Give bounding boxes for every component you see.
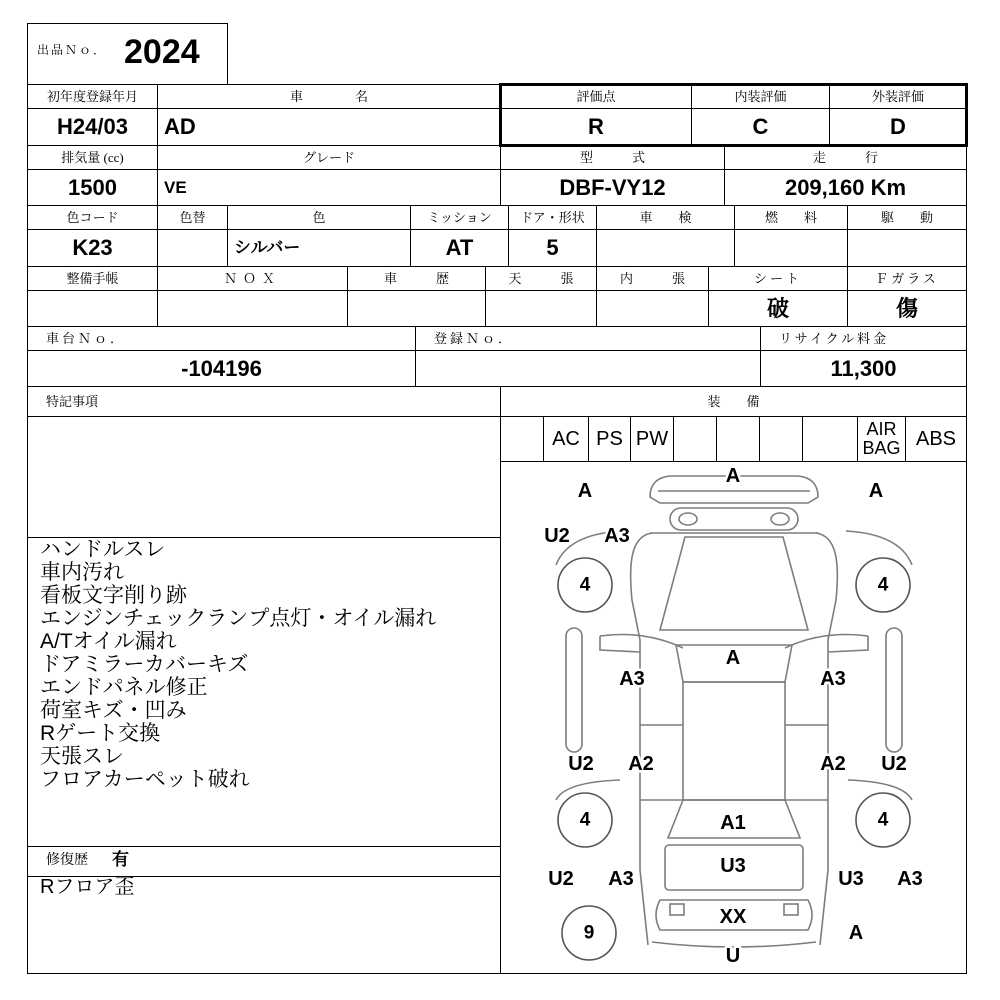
grade-value: VE <box>157 169 501 206</box>
note-item: 天張スレ <box>40 745 124 768</box>
recycle-fee-value: 11,300 <box>760 350 967 387</box>
headliner-label: 天 張 <box>485 266 597 291</box>
note-item: A/Tオイル漏れ <box>40 630 177 653</box>
transmission-label: ミッション <box>410 205 509 230</box>
equipment-cell-empty <box>500 416 544 462</box>
doors-label: ドア・形状 <box>508 205 597 230</box>
registration-no-value <box>415 350 761 387</box>
note-item: フロアカーペット破れ <box>40 768 250 791</box>
displacement-label: 排気量 (cc) <box>27 145 158 170</box>
model-code-value: DBF-VY12 <box>500 169 725 206</box>
equipment-cell-empty <box>802 416 858 462</box>
car-name-label: 車 名 <box>157 84 501 109</box>
note-item: エンジンチェックランプ点灯・オイル漏れ <box>40 607 437 630</box>
seat-label: シート <box>708 266 848 291</box>
note-item: ドアミラーカバーキズ <box>40 653 249 676</box>
mark-front-left: A <box>577 480 593 502</box>
score-label: 評価点 <box>500 84 692 109</box>
damage-diagram <box>501 462 966 973</box>
repair-history-label: 修復歴 <box>46 853 88 868</box>
mark-right-front-door: A3 <box>820 668 846 690</box>
nox-label: ＮＯＸ <box>157 266 348 291</box>
inspection-value <box>596 229 735 267</box>
mark-right-rear-quarter: A3 <box>897 868 923 890</box>
nox-value <box>157 290 348 327</box>
exterior-score-label: 外装評価 <box>829 84 967 109</box>
equipment-airbag: AIR BAG <box>857 416 906 462</box>
first-registration-value: H24/03 <box>27 108 158 146</box>
equipment-label: 装 備 <box>500 386 967 417</box>
equipment-ac: AC <box>543 416 589 462</box>
mark-left-rear-quarter: A3 <box>608 868 634 890</box>
color-change-label: 色替 <box>157 205 228 230</box>
chassis-no-label: 車台Ｎｏ． <box>27 326 416 351</box>
mileage-value: 209,160 Km <box>724 169 967 206</box>
mark-rear-bumper: XX <box>719 906 747 928</box>
mark-front-right: A <box>868 480 884 502</box>
wheel-front-right-mark: 4 <box>877 574 889 596</box>
front-glass-label: Ｆガラス <box>847 266 967 291</box>
seat-value: 破 <box>708 290 848 327</box>
interior-score-label: 内装評価 <box>691 84 830 109</box>
inspection-label: 車 検 <box>596 205 735 230</box>
interior-score-value: C <box>691 108 830 146</box>
front-glass-value: 傷 <box>847 290 967 327</box>
note-item: ハンドルスレ <box>40 538 166 561</box>
fuel-value <box>734 229 848 267</box>
service-book-value <box>27 290 158 327</box>
car-name-value: AD <box>157 108 501 146</box>
repair-divider-top <box>27 846 501 847</box>
color-change-value <box>157 229 228 267</box>
spare-tire-mark: 9 <box>583 922 595 944</box>
mark-right-rear-door: A2 <box>820 753 846 775</box>
exterior-score-value: D <box>829 108 967 146</box>
equipment-abs: ABS <box>905 416 967 462</box>
mark-left-front-fender: A3 <box>604 525 630 547</box>
service-book-label: 整備手帳 <box>27 266 158 291</box>
mileage-label: 走 行 <box>724 145 967 170</box>
history-label: 車 歴 <box>347 266 486 291</box>
color-label: 色 <box>227 205 411 230</box>
door-trim-value <box>596 290 709 327</box>
wheel-front-left-mark: 4 <box>579 574 591 596</box>
model-code-label: 型 式 <box>500 145 725 170</box>
mark-rear-skirt: U <box>725 945 741 967</box>
recycle-fee-label: リサイクル料金 <box>760 326 967 351</box>
fuel-label: 燃 料 <box>734 205 848 230</box>
mark-left-rear-quarter: U2 <box>548 868 574 890</box>
chassis-no-value: -104196 <box>27 350 416 387</box>
mark-cargo-floor: A1 <box>720 812 746 834</box>
mark-right-rear-quarter: U3 <box>838 868 864 890</box>
mark-rear-gate: U3 <box>720 855 746 877</box>
wheel-rear-right-mark: 4 <box>877 809 889 831</box>
note-item: 看板文字削り跡 <box>40 584 187 607</box>
equipment-cell-empty <box>716 416 760 462</box>
lot-number-label: 出品Ｎｏ． <box>37 43 108 57</box>
headliner-value <box>485 290 597 327</box>
repair-history-value: 有 <box>112 850 129 869</box>
grade-label: グレード <box>157 145 501 170</box>
wheel-rear-left-mark: 4 <box>579 809 591 831</box>
mark-roof: A <box>725 647 741 669</box>
drive-label: 駆 動 <box>847 205 967 230</box>
mark-left-front-door: A3 <box>619 668 645 690</box>
doors-value: 5 <box>508 229 597 267</box>
mark-rear-right: A <box>848 922 864 944</box>
mark-front-bumper: A <box>725 465 741 487</box>
equipment-cell-empty <box>673 416 717 462</box>
lot-number-box <box>27 23 228 85</box>
lot-number: 2024 <box>124 33 200 71</box>
mark-left-rear-door: A2 <box>628 753 654 775</box>
door-trim-label: 内 張 <box>596 266 709 291</box>
transmission-value: AT <box>410 229 509 267</box>
note-item: 車内汚れ <box>40 561 124 584</box>
notes-list <box>40 538 436 791</box>
score-value: R <box>500 108 692 146</box>
color-code-value: K23 <box>27 229 158 267</box>
color-code-label: 色コード <box>27 205 158 230</box>
repair-history-detail: Rフロア歪 <box>40 876 135 898</box>
drive-value <box>847 229 967 267</box>
displacement-value: 1500 <box>27 169 158 206</box>
first-registration-label: 初年度登録年月 <box>27 84 158 109</box>
color-value: シルバー <box>227 229 411 267</box>
mark-right-rear-door: U2 <box>881 753 907 775</box>
history-value <box>347 290 486 327</box>
note-item: Rゲート交換 <box>40 722 161 745</box>
registration-no-label: 登録Ｎｏ． <box>415 326 761 351</box>
notes-label: 特記事項 <box>27 386 501 417</box>
equipment-pw: PW <box>630 416 674 462</box>
equipment-cell-empty <box>759 416 803 462</box>
note-item: 荷室キズ・凹み <box>40 699 187 722</box>
mark-left-rear-door: U2 <box>568 753 594 775</box>
equipment-ps: PS <box>588 416 631 462</box>
mark-left-front-fender: U2 <box>544 525 570 547</box>
note-item: エンドパネル修正 <box>40 676 208 699</box>
